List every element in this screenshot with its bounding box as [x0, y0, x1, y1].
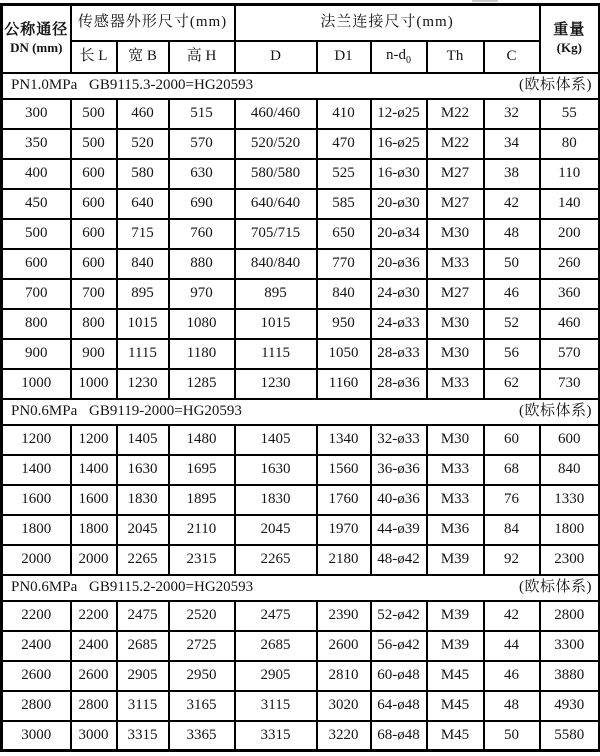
table-cell: 1600	[71, 485, 117, 515]
table-cell: 2600	[317, 631, 371, 661]
column-group-flange-dimensions: 法兰连接尺寸(mm)	[235, 5, 540, 41]
table-row	[2, 455, 600, 485]
table-cell: 1180	[169, 339, 235, 369]
table-cell: 450	[2, 189, 71, 219]
dn-label-en: DN (mm)	[10, 39, 63, 55]
table-cell: 2905	[235, 661, 317, 691]
table-cell: 48-ø42	[371, 545, 427, 575]
table-cell: 12-ø25	[371, 99, 427, 129]
table-cell: 840	[117, 249, 169, 279]
table-cell: 1800	[71, 515, 117, 545]
table-cell: 3000	[2, 721, 71, 751]
table-cell: 46	[484, 279, 540, 309]
table-cell: 55	[540, 99, 600, 129]
table-cell: 1560	[317, 455, 371, 485]
table-row	[2, 425, 600, 455]
table-cell: 4930	[540, 691, 600, 721]
standard-note: (欧标体系)	[519, 76, 593, 93]
table-cell: 840	[317, 279, 371, 309]
table-cell: M30	[427, 339, 484, 369]
table-cell: 770	[317, 249, 371, 279]
table-cell: M27	[427, 189, 484, 219]
table-cell: 34	[484, 129, 540, 159]
table-cell: M33	[427, 485, 484, 515]
table-cell: 2600	[2, 661, 71, 691]
table-cell: 3880	[540, 661, 600, 691]
table-cell: 3220	[317, 721, 371, 751]
section-header-row	[2, 575, 600, 601]
table-cell: 500	[2, 219, 71, 249]
table-cell: 300	[2, 99, 71, 129]
standard-note: (欧标体系)	[519, 578, 593, 595]
table-cell: 600	[71, 219, 117, 249]
table-cell: 2685	[235, 631, 317, 661]
table-cell: 2200	[71, 601, 117, 631]
table-cell: 520/520	[235, 129, 317, 159]
section-header-row	[2, 73, 600, 99]
table-cell: 46	[484, 661, 540, 691]
standard-code: GB9115.3-2000=HG20593	[89, 76, 254, 93]
column-header-nd0	[371, 41, 427, 73]
table-cell: M30	[427, 425, 484, 455]
table-cell: 3300	[540, 631, 600, 661]
column-header-weight	[540, 5, 600, 73]
table-cell: 600	[2, 249, 71, 279]
table-cell: 900	[2, 339, 71, 369]
table-cell: 42	[484, 189, 540, 219]
table-cell: 40-ø36	[371, 485, 427, 515]
table-cell: M27	[427, 159, 484, 189]
table-row	[2, 189, 600, 219]
nd0-sub: 0	[406, 54, 412, 66]
table-cell: 3115	[235, 691, 317, 721]
table-cell: 3365	[169, 721, 235, 751]
table-cell: 28-ø33	[371, 339, 427, 369]
table-cell: 500	[71, 99, 117, 129]
table-cell: 28-ø36	[371, 369, 427, 399]
section-header-cell	[2, 399, 600, 425]
table-cell: 36-ø36	[371, 455, 427, 485]
table-cell: 2800	[540, 601, 600, 631]
table-cell: 2000	[2, 545, 71, 575]
table-cell: 2800	[71, 691, 117, 721]
table-cell: 650	[317, 219, 371, 249]
section-header-row	[2, 399, 600, 425]
table-cell: 48	[484, 219, 540, 249]
table-cell: 515	[169, 99, 235, 129]
section-pn1-0mpa	[2, 73, 600, 399]
table-cell: 800	[71, 309, 117, 339]
table-cell: M30	[427, 309, 484, 339]
table-cell: 1830	[117, 485, 169, 515]
table-cell: 16-ø25	[371, 129, 427, 159]
section-header-cell	[2, 575, 600, 601]
table-cell: 80	[540, 129, 600, 159]
table-cell: 48	[484, 691, 540, 721]
table-cell: 50	[484, 721, 540, 751]
table-cell: 3000	[71, 721, 117, 751]
table-cell: 360	[540, 279, 600, 309]
table-cell: 700	[2, 279, 71, 309]
table-cell: 950	[317, 309, 371, 339]
table-cell: M36	[427, 515, 484, 545]
table-cell: 900	[71, 339, 117, 369]
header-row-columns	[2, 41, 600, 73]
table-cell: 2265	[235, 545, 317, 575]
table-cell: 52-ø42	[371, 601, 427, 631]
table-cell: 2475	[117, 601, 169, 631]
table-cell: 2685	[117, 631, 169, 661]
table-cell: 1000	[2, 369, 71, 399]
table-cell: 640/640	[235, 189, 317, 219]
table-cell: 880	[169, 249, 235, 279]
table-cell: 3115	[117, 691, 169, 721]
table-cell: M45	[427, 661, 484, 691]
table-cell: 1800	[2, 515, 71, 545]
table-cell: 1760	[317, 485, 371, 515]
table-cell: 1830	[235, 485, 317, 515]
table-cell: 800	[2, 309, 71, 339]
table-cell: 16-ø30	[371, 159, 427, 189]
table-cell: 2520	[169, 601, 235, 631]
table-cell: 1230	[117, 369, 169, 399]
table-cell: 76	[484, 485, 540, 515]
table-cell: 2045	[235, 515, 317, 545]
table-cell: 38	[484, 159, 540, 189]
table-cell: 52	[484, 309, 540, 339]
table-cell: 2390	[317, 601, 371, 631]
table-cell: M39	[427, 601, 484, 631]
table-cell: 460	[117, 99, 169, 129]
table-cell: 32-ø33	[371, 425, 427, 455]
table-cell: 68-ø48	[371, 721, 427, 751]
table-cell: 1330	[540, 485, 600, 515]
table-cell: 1340	[317, 425, 371, 455]
table-cell: 460/460	[235, 99, 317, 129]
table-cell: 2200	[2, 601, 71, 631]
table-cell: 840/840	[235, 249, 317, 279]
table-row	[2, 129, 600, 159]
table-cell: 700	[71, 279, 117, 309]
table-row	[2, 249, 600, 279]
table-cell: 2725	[169, 631, 235, 661]
table-cell: 1015	[117, 309, 169, 339]
table-cell: 56	[484, 339, 540, 369]
table-cell: 410	[317, 99, 371, 129]
table-row	[2, 515, 600, 545]
table-cell: 760	[169, 219, 235, 249]
table-cell: 570	[540, 339, 600, 369]
standard-code: GB9115.2-2000=HG20593	[89, 578, 254, 595]
nd0-main: n-d	[386, 46, 407, 63]
table-cell: 62	[484, 369, 540, 399]
column-header-d1: D1	[317, 41, 371, 73]
dn-label-cn: 公称通径	[4, 21, 69, 38]
table-cell: 715	[117, 219, 169, 249]
table-cell: 895	[117, 279, 169, 309]
table-cell: 1050	[317, 339, 371, 369]
table-cell: 1080	[169, 309, 235, 339]
table-cell: 570	[169, 129, 235, 159]
table-cell: 640	[117, 189, 169, 219]
table-cell: 3315	[117, 721, 169, 751]
table-cell: 2110	[169, 515, 235, 545]
table-cell: 460	[540, 309, 600, 339]
table-row	[2, 691, 600, 721]
table-cell: 68	[484, 455, 540, 485]
table-cell: 2800	[2, 691, 71, 721]
table-cell: 600	[71, 189, 117, 219]
weight-label-cn: 重量	[553, 21, 586, 38]
table-cell: 1115	[235, 339, 317, 369]
table-cell: 1015	[235, 309, 317, 339]
table-cell: 260	[540, 249, 600, 279]
section-header-cell	[2, 73, 600, 99]
table-cell: 1000	[71, 369, 117, 399]
table-cell: 140	[540, 189, 600, 219]
table-cell: 50	[484, 249, 540, 279]
table-cell: 1400	[71, 455, 117, 485]
table-cell: M33	[427, 369, 484, 399]
table-header	[2, 5, 600, 73]
table-cell: 1115	[117, 339, 169, 369]
table-cell: 1400	[2, 455, 71, 485]
table-cell: 64-ø48	[371, 691, 427, 721]
table-cell: 2400	[71, 631, 117, 661]
table-cell: 470	[317, 129, 371, 159]
table-cell: 24-ø33	[371, 309, 427, 339]
column-header-th: Th	[427, 41, 484, 73]
table-cell: 500	[71, 129, 117, 159]
pressure-rating: PN1.0MPa	[11, 76, 78, 93]
table-cell: 2300	[540, 545, 600, 575]
column-header-d: D	[235, 41, 317, 73]
table-cell: 520	[117, 129, 169, 159]
table-row	[2, 545, 600, 575]
table-cell: 24-ø30	[371, 279, 427, 309]
table-cell: M39	[427, 631, 484, 661]
table-cell: 200	[540, 219, 600, 249]
table-cell: 1230	[235, 369, 317, 399]
table-row	[2, 485, 600, 515]
table-cell: 1895	[169, 485, 235, 515]
table-cell: 1970	[317, 515, 371, 545]
flange-dimension-table	[0, 3, 600, 752]
table-cell: 630	[169, 159, 235, 189]
table-cell: M30	[427, 219, 484, 249]
column-header-width: 宽 B	[117, 41, 169, 73]
table-cell: 3020	[317, 691, 371, 721]
table-cell: 2810	[317, 661, 371, 691]
table-row	[2, 721, 600, 751]
table-cell: 2400	[2, 631, 71, 661]
table-cell: 44	[484, 631, 540, 661]
table-cell: 970	[169, 279, 235, 309]
table-cell: 2265	[117, 545, 169, 575]
table-row	[2, 631, 600, 661]
header-row-groups	[2, 5, 600, 41]
table-cell: 840	[540, 455, 600, 485]
table-cell: 2475	[235, 601, 317, 631]
table-cell: 2905	[117, 661, 169, 691]
table-cell: M33	[427, 249, 484, 279]
table-cell: M39	[427, 545, 484, 575]
table-cell: 350	[2, 129, 71, 159]
table-cell: 20-ø30	[371, 189, 427, 219]
table-cell: 1405	[235, 425, 317, 455]
table-cell: 110	[540, 159, 600, 189]
standard-code: GB9119-2000=HG20593	[89, 402, 242, 419]
table-cell: 2045	[117, 515, 169, 545]
table-cell: 1480	[169, 425, 235, 455]
column-header-c: C	[484, 41, 540, 73]
table-row	[2, 219, 600, 249]
table-cell: 1200	[71, 425, 117, 455]
table-row	[2, 309, 600, 339]
table-cell: 42	[484, 601, 540, 631]
table-cell: 84	[484, 515, 540, 545]
column-header-dn	[2, 5, 71, 73]
table-cell: 1200	[2, 425, 71, 455]
standard-note: (欧标体系)	[519, 402, 593, 419]
table-row	[2, 279, 600, 309]
table-cell: 1630	[235, 455, 317, 485]
scan-artifact	[472, 0, 498, 2]
column-header-height: 高 H	[169, 41, 235, 73]
column-header-length: 长 L	[71, 41, 117, 73]
table-cell: M45	[427, 721, 484, 751]
table-cell: 1695	[169, 455, 235, 485]
table-cell: 2315	[169, 545, 235, 575]
weight-label-unit: (Kg)	[556, 39, 582, 55]
table-cell: 92	[484, 545, 540, 575]
table-cell: 32	[484, 99, 540, 129]
table-cell: 600	[540, 425, 600, 455]
table-cell: 1600	[2, 485, 71, 515]
table-cell: 600	[71, 159, 117, 189]
table-row	[2, 601, 600, 631]
table-cell: 2600	[71, 661, 117, 691]
table-cell: 60-ø48	[371, 661, 427, 691]
table-cell: 600	[71, 249, 117, 279]
table-cell: 730	[540, 369, 600, 399]
table-cell: 585	[317, 189, 371, 219]
table-row	[2, 159, 600, 189]
table-cell: 895	[235, 279, 317, 309]
table-cell: 580/580	[235, 159, 317, 189]
table-cell: 400	[2, 159, 71, 189]
table-cell: 1405	[117, 425, 169, 455]
section-pn0-6mpa-gb9115-2	[2, 575, 600, 751]
table-cell: 1160	[317, 369, 371, 399]
table-cell: 20-ø34	[371, 219, 427, 249]
table-cell: M33	[427, 455, 484, 485]
pressure-rating: PN0.6MPa	[11, 578, 78, 595]
table-cell: 580	[117, 159, 169, 189]
pressure-rating: PN0.6MPa	[11, 402, 78, 419]
table-cell: 3315	[235, 721, 317, 751]
table-cell: 1630	[117, 455, 169, 485]
table-cell: 5580	[540, 721, 600, 751]
table-cell: M45	[427, 691, 484, 721]
table-cell: 3165	[169, 691, 235, 721]
section-pn0-6mpa-gb9119	[2, 399, 600, 575]
table-row	[2, 339, 600, 369]
table-row	[2, 369, 600, 399]
table-cell: 44-ø39	[371, 515, 427, 545]
table-cell: 56-ø42	[371, 631, 427, 661]
table-row	[2, 99, 600, 129]
table-row	[2, 661, 600, 691]
table-cell: M22	[427, 99, 484, 129]
table-cell: 2180	[317, 545, 371, 575]
table-cell: 525	[317, 159, 371, 189]
table-cell: 20-ø36	[371, 249, 427, 279]
table-cell: 1285	[169, 369, 235, 399]
column-group-sensor-dimensions: 传感器外形尺寸(mm)	[71, 5, 235, 41]
table-cell: 2000	[71, 545, 117, 575]
table-cell: M27	[427, 279, 484, 309]
table-cell: M22	[427, 129, 484, 159]
table-cell: 705/715	[235, 219, 317, 249]
table-cell: 2950	[169, 661, 235, 691]
table-cell: 690	[169, 189, 235, 219]
table-cell: 1800	[540, 515, 600, 545]
table-cell: 60	[484, 425, 540, 455]
